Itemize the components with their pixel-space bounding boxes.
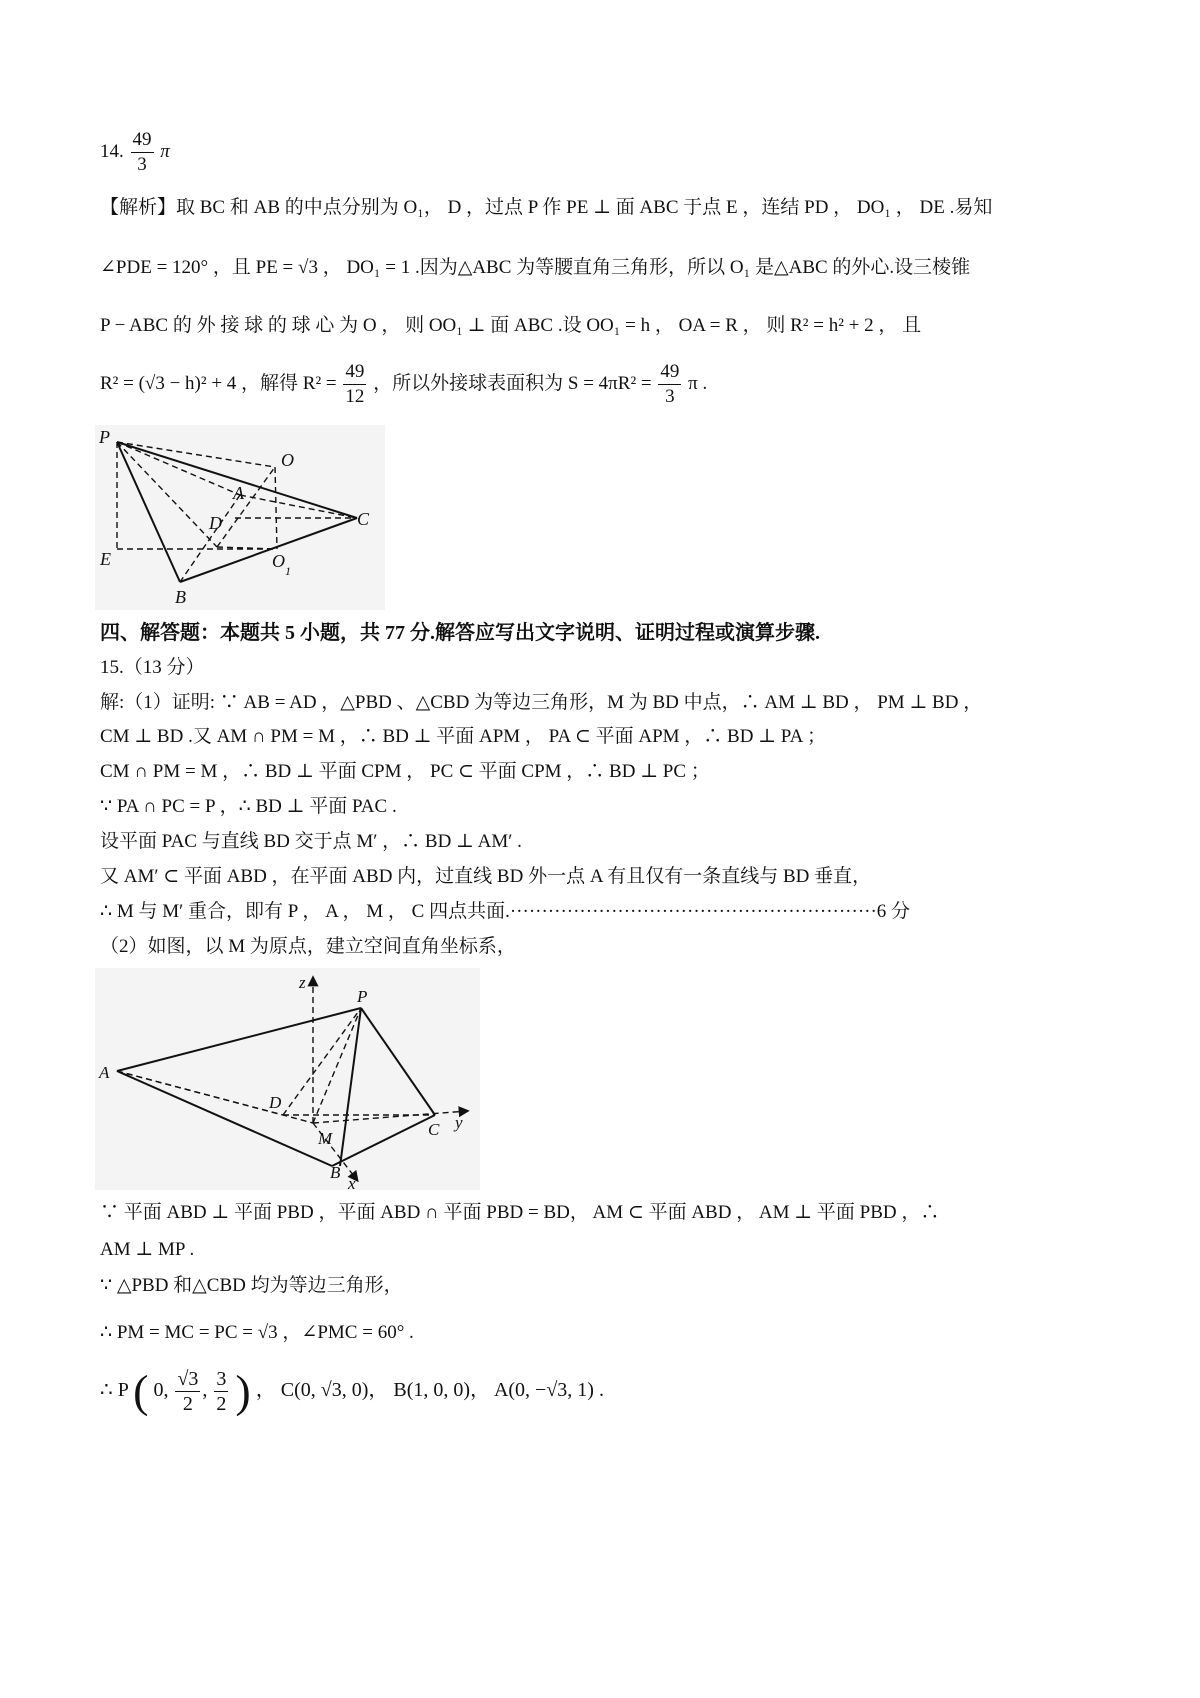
fig1-label-O: O bbox=[281, 450, 294, 470]
q15-line-3: CM ∩ PM = M ，∴ BD ⊥ 平面 CPM ， PC ⊂ 平面 CPM ，∴ BD ⊥ PC ； bbox=[100, 761, 710, 782]
q14-analysis-line-4-c: π . bbox=[688, 372, 708, 394]
fig1-label-E: E bbox=[100, 549, 111, 569]
fig1-label-B: B bbox=[175, 587, 186, 607]
q15-line-13: ∴ P ( 0, $\frac{√3}{2}$ , $\frac{3}{2}$ ) ， C(0, √3, 0)， B(1, 0, 0)， A(0, −√3, 1) . bbox=[100, 1365, 604, 1417]
q14-r2-fraction bbox=[343, 360, 366, 409]
q14-analysis-line-4-a: R² = (√3 − h)² + 4 ，解得 R² = bbox=[100, 372, 337, 394]
q14-analysis-line-1: 【解析】取 BC 和 AB 的中点分别为 O₁， D ，过点 P 作 PE ⊥ 面 ABC 于点 E ，连结 PD ， DO₁ ， DE .易知 bbox=[100, 197, 993, 218]
q14-area-numerator: 49 bbox=[658, 360, 681, 385]
q14-r2-denominator: 12 bbox=[345, 386, 365, 407]
fig2-label-y: y bbox=[455, 1113, 463, 1132]
q15-figure-background bbox=[95, 968, 480, 1190]
q15-p-z-numerator: 3 bbox=[216, 1368, 227, 1390]
q14-figure bbox=[95, 425, 385, 610]
fig1-label-O1-sub: 1 bbox=[285, 564, 291, 578]
q15-p-y-fraction bbox=[175, 1367, 200, 1416]
q14-analysis-line-4-b: ，所以外接球表面积为 S = 4πR² = bbox=[373, 372, 652, 394]
q14-number: 14. bbox=[100, 140, 124, 162]
q15-open-paren: ( bbox=[133, 1365, 149, 1417]
fig2-label-B: B bbox=[330, 1163, 341, 1182]
q15-line-4: ∵ PA ∩ PC = P ，∴ BD ⊥ 平面 PAC . bbox=[100, 796, 397, 817]
q14-answer-numerator: 49 bbox=[131, 128, 154, 153]
q15-p-y-numerator: √3 bbox=[177, 1368, 199, 1390]
q14-analysis-line-3: P − ABC 的 外 接 球 的 球 心 为 O ， 则 OO₁ ⊥ 面 ABC .设 OO₁ = h ， OA = R ， 则 R² = h² + 2 ， 且 bbox=[100, 315, 922, 336]
q15-line-5: 设平面 PAC 与直线 BD 交于点 M′ ，∴ BD ⊥ AM′ . bbox=[100, 831, 522, 852]
q14-answer-fraction bbox=[131, 128, 154, 177]
q15-line-10: AM ⊥ MP . bbox=[100, 1239, 195, 1260]
q15-line-2: CM ⊥ BD .又 AM ∩ PM = M ，∴ BD ⊥ 平面 APM ， PA ⊂ 平面 APM ，∴ BD ⊥ PA ； bbox=[100, 726, 827, 747]
q15-line-9: ∵ 平面 ABD ⊥ 平面 PBD ，平面 ABD ∩ 平面 PBD = BD， AM ⊂ 平面 ABD ， AM ⊥ 平面 PBD ，∴ bbox=[100, 1202, 940, 1223]
q15-header: 15.（13 分） bbox=[100, 657, 205, 678]
fig2-label-A: A bbox=[99, 1063, 110, 1082]
fig1-label-P: P bbox=[99, 427, 110, 447]
q15-figure bbox=[95, 968, 480, 1190]
q15-line-1: 解:（1）证明: ∵ AB = AD ，△PBD 、△CBD 为等边三角形，M 为 BD 中点，∴ AM ⊥ BD ， PM ⊥ BD ， bbox=[100, 692, 983, 713]
q14-answer-pi: π bbox=[160, 140, 170, 162]
fig2-label-M: M bbox=[318, 1129, 333, 1148]
q15-line-7: ∴ M 与 M′ 重合，即有 P ， A ， M ， C 四点共面.··························································6 分 bbox=[100, 901, 911, 922]
fig1-label-A: A bbox=[233, 483, 244, 503]
q15-line-11: ∵ △PBD 和△CBD 均为等边三角形， bbox=[100, 1275, 403, 1296]
fig1-label-C: C bbox=[357, 509, 370, 529]
q14-area-denominator: 3 bbox=[665, 386, 675, 407]
q15-figure-svg bbox=[95, 968, 480, 1190]
fig2-label-z: z bbox=[299, 973, 306, 992]
q14-answer bbox=[100, 128, 170, 177]
q15-line-12: ∴ PM = MC = PC = √3 ，∠PMC = 60° . bbox=[100, 1322, 414, 1343]
q14-analysis-line-2: ∠PDE = 120° ，且 PE = √3 ， DO₁ = 1 .因为△ABC 为等腰直角三角形，所以 O₁ 是△ABC 的外心.设三棱锥 bbox=[100, 257, 971, 278]
fig1-label-D: D bbox=[209, 513, 222, 533]
q15-close-paren: ) bbox=[235, 1365, 251, 1417]
q15-line-13-b: 0, bbox=[153, 1379, 169, 1402]
q14-figure-svg bbox=[95, 425, 385, 610]
q15-p-z-fraction bbox=[214, 1367, 228, 1416]
q15-line-8: （2）如图，以 M 为原点，建立空间直角坐标系， bbox=[100, 936, 516, 957]
fig2-label-C: C bbox=[428, 1120, 440, 1139]
q15-p-y-denominator: 2 bbox=[182, 1393, 193, 1415]
q15-line-13-c: ， C(0, √3, 0)， B(1, 0, 0)， A(0, −√3, 1) . bbox=[255, 1379, 604, 1402]
q15-line-6: 又 AM′ ⊂ 平面 ABD ，在平面 ABD 内，过直线 BD 外一点 A 有且仅有一条直线与 BD 垂直， bbox=[100, 866, 872, 887]
q14-analysis-line-4 bbox=[100, 360, 707, 409]
fig2-label-D: D bbox=[269, 1093, 282, 1112]
q14-area-fraction bbox=[658, 360, 681, 409]
q14-r2-numerator: 49 bbox=[343, 360, 366, 385]
fig2-label-x: x bbox=[348, 1174, 356, 1190]
q15-line-13-a: ∴ P bbox=[100, 1379, 129, 1402]
q14-answer-denominator: 3 bbox=[137, 154, 147, 175]
section-4-heading: 四、解答题：本题共 5 小题，共 77 分.解答应写出文字说明、证明过程或演算步骤. bbox=[100, 622, 820, 644]
fig2-label-P: P bbox=[357, 987, 368, 1006]
fig1-label-O1: O bbox=[272, 551, 285, 571]
q15-p-z-denominator: 2 bbox=[216, 1393, 227, 1415]
